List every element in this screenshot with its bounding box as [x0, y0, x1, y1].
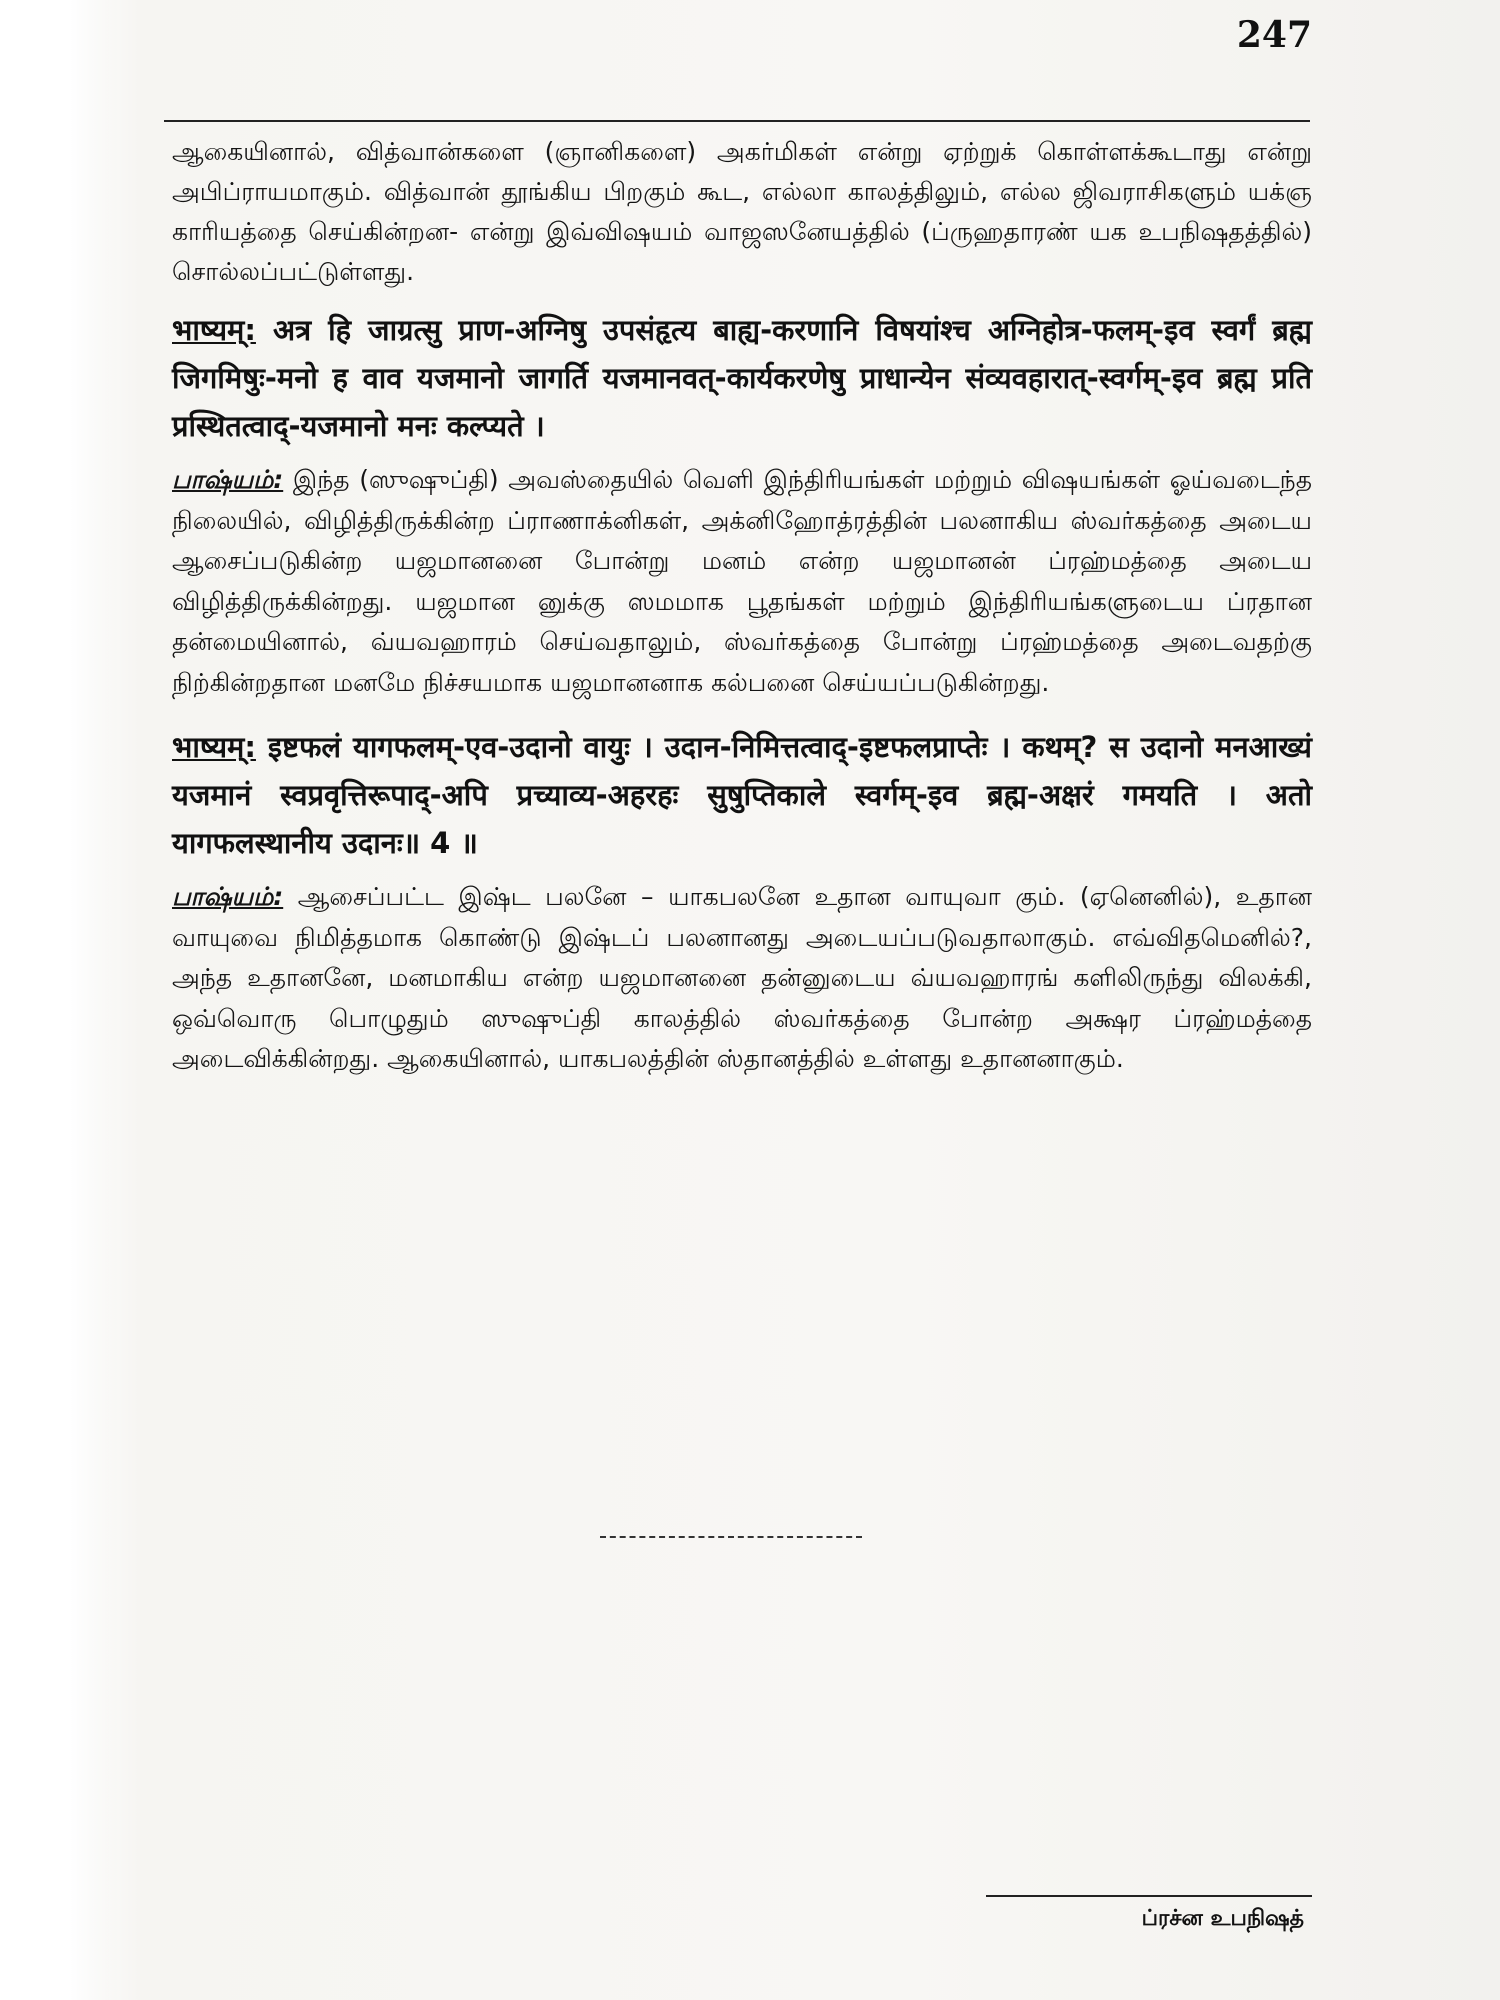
- footer-book-title: ப்ரச்ன உபநிஷத்: [1141, 1906, 1304, 1931]
- sanskrit-bhashya-label-2: भाष्यम्:: [172, 730, 256, 764]
- header-rule: [164, 120, 1310, 122]
- sanskrit-bhashya-1: [172, 306, 1312, 450]
- page-number: 247: [1236, 14, 1312, 56]
- tamil-bhashya-text-2: ஆசைப்பட்ட இஷ்ட பலனே – யாகபலனே உதான வாயுவா கும். (ஏனெனில்), உதான வாயுவை நிமித்தமாக கொண்டு இஷ்டப் பலனானது அடையப்படுவதாலாகும். எவ்விதமெனில்?, அந்த உதானனே, மனமாகிய என்ற யஜமானனை தன்னுடைய வ்யவஹாரங் களிலிருந்து விலக்கி, ஒவ்வொரு பொழுதும் ஸுஷுப்தி காலத்தில் ஸ்வர்கத்தை போன்ற அக்ஷர ப்ரஹ்மத்தை அடைவிக்கின்றது. ஆகையினால், யாகபலத்தின் ஸ்தானத்தில் உள்ளது உதானனாகும்.: [172, 882, 1312, 1073]
- sanskrit-bhashya-2: [172, 723, 1312, 867]
- tamil-bhashya-1: [172, 460, 1312, 703]
- tamil-paragraph-intro: ஆகையினால், வித்வான்களை (ஞானிகளை) அகர்மிகள் என்று ஏற்றுக் கொள்ளக்கூடாது என்று அபிப்ராயமாகும். வித்வான் தூங்கிய பிறகும் கூட, எல்லா காலத்திலும், எல்ல ஜிவராசிகளும் யக்ஞ காரியத்தை செய்கின்றன- என்று இவ்விஷயம் வாஜஸனேயத்தில் (ப்ருஹதாரண் யக உபநிஷதத்தில்) சொல்லப்பட்டுள்ளது.: [172, 137, 1312, 286]
- section-end-dashed-rule: [600, 1536, 862, 1538]
- footer-rule: [986, 1895, 1312, 1897]
- sanskrit-bhashya-text: अत्र हि जाग्रत्सु प्राण-अग्निषु उपसंहृत्य बाह्य-करणानि विषयांश्च अग्निहोत्र-फलम्-इव स्वर्गं ब्रह्म जिगमिषुः-मनो ह वाव यजमानो जागर्ति यजमानवत्-कार्यकरणेषु प्राधान्येन संव्यवहारात्-स्वर्गम्-इव ब्रह्म प्रति प्रस्थितत्वाद्-यजमानो मनः कल्प्यते ।: [172, 313, 1312, 443]
- tamil-bhashya-label: பாஷ்யம்:: [172, 465, 284, 494]
- page-body: [172, 132, 1312, 1080]
- sanskrit-bhashya-label: भाष्यम्:: [172, 313, 256, 347]
- page-gutter-shadow: [0, 0, 140, 2000]
- tamil-bhashya-text: இந்த (ஸுஷுப்தி) அவஸ்தையில் வெளி இந்திரியங்கள் மற்றும் விஷயங்கள் ஓய்வடைந்த நிலையில், விழித்திருக்கின்ற ப்ராணாக்னிகள், அக்னிஹோத்ரத்தின் பலனாகிய ஸ்வர்கத்தை அடைய ஆசைப்படுகின்ற யஜமானனை போன்று மனம் என்ற யஜமானன் ப்ரஹ்மத்தை அடைய விழித்திருக்கின்றது. யஜமான னுக்கு ஸமமாக பூதங்கள் மற்றும் இந்திரியங்களுடைய ப்ரதான தன்மையினால், வ்யவஹாரம் செய்வதாலும், ஸ்வர்கத்தை போன்று ப்ரஹ்மத்தை அடைவதற்கு நிற்கின்றதான மனமே நிச்சயமாக யஜமானனாக கல்பனை செய்யப்படுகின்றது.: [172, 465, 1312, 697]
- tamil-bhashya-label-2: பாஷ்யம்:: [172, 882, 284, 911]
- sanskrit-bhashya-text-2: इष्टफलं यागफलम्-एव-उदानो वायुः । उदान-निमित्तत्वाद्-इष्टफलप्राप्तेः । कथम्? स उदानो मनआख्यं यजमानं स्वप्रवृत्तिरूपाद्-अपि प्रच्याव्य-अहरहः सुषुप्तिकाले स्वर्गम्-इव ब्रह्म-अक्षरं गमयति । अतो यागफलस्थानीय उदानः॥ 4 ॥: [172, 730, 1312, 860]
- tamil-bhashya-2: [172, 877, 1312, 1080]
